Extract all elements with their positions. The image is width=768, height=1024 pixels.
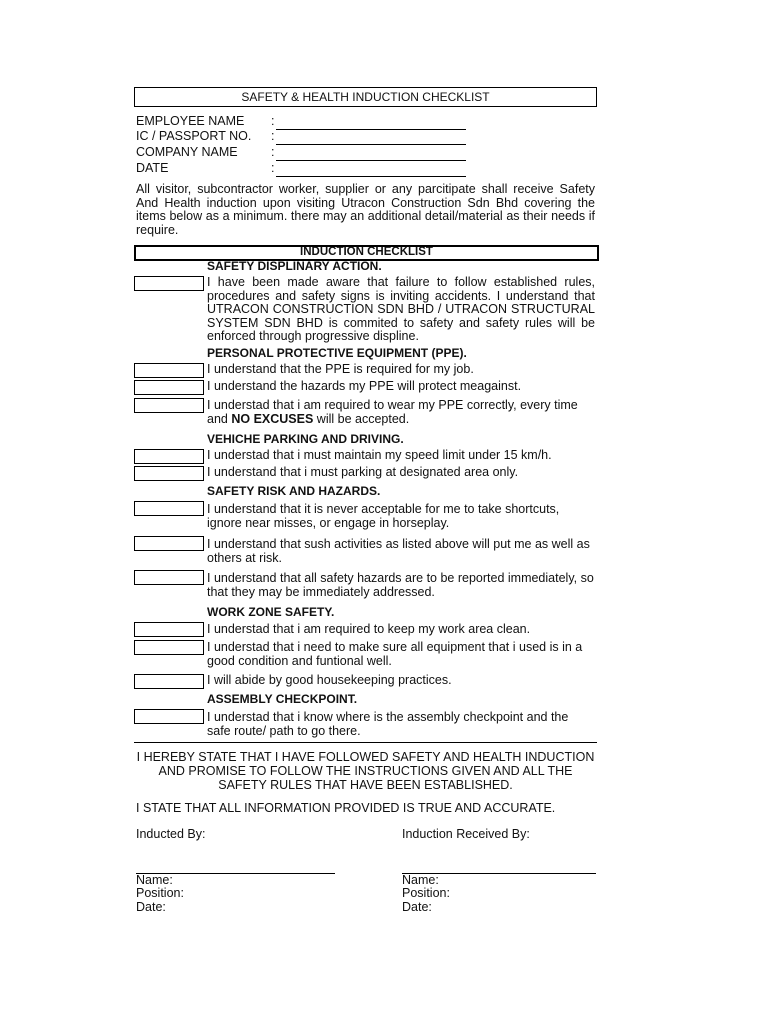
section-title-assembly: ASSEMBLY CHECKPOINT. [207, 692, 358, 706]
section-title-disciplinary: SAFETY DISPLINARY ACTION. [207, 259, 382, 273]
item-work-zone-2: I understad that i need to make sure all equipment that i used is in a good condition and funtional well. [207, 640, 583, 668]
employee-name-field[interactable] [276, 129, 466, 130]
item-assembly-1: I understad that i know where is the assembly checkpoint and the safe route/ path to go there. [207, 710, 569, 738]
item-risk-3: I understand that all safety hazards are to be reported immediately, so that they may be immediately addressed. [207, 571, 594, 599]
checkbox-ppe-3[interactable] [134, 398, 204, 413]
checkbox-disciplinary-1[interactable] [134, 276, 204, 291]
item-ppe-3 [207, 399, 595, 426]
checkbox-risk-3[interactable] [134, 570, 204, 585]
date-field[interactable] [276, 176, 466, 177]
item-ppe-1: I understand that the PPE is required for my job. [207, 362, 474, 376]
section-title-risk: SAFETY RISK AND HAZARDS. [207, 484, 381, 498]
section-title-ppe: PERSONAL PROTECTIVE EQUIPMENT (PPE). [207, 346, 467, 360]
date-colon: : [271, 161, 275, 175]
checkbox-work-zone-1[interactable] [134, 622, 204, 637]
company-name-field[interactable] [276, 160, 466, 161]
received-by-name-label: Name: [402, 873, 439, 887]
item-risk-2: I understand that sush activities as listed above will put me as well as others at risk. [207, 537, 590, 565]
received-by-date-label: Date: [402, 900, 432, 914]
inducted-by-position-label: Position: [136, 886, 184, 900]
company-name-label: COMPANY NAME [136, 145, 238, 159]
item-risk-1: I understand that it is never acceptable for me to take shortcuts, ignore near misses, or engage in horseplay. [207, 502, 560, 530]
checkbox-work-zone-2[interactable] [134, 640, 204, 655]
declaration-text: I HEREBY STATE THAT I HAVE FOLLOWED SAFETY AND HEALTH INDUCTION AND PROMISE TO FOLLOW THE INSTRUCTIONS GIVEN AND ALL THE SAFETY RULES THAT HAVE BEEN ESTABLISHED. [136, 750, 595, 792]
checkbox-ppe-2[interactable] [134, 380, 204, 395]
item-ppe-2: I understand the hazards my PPE will protect meagainst. [207, 379, 522, 393]
item-ppe-3-text-a: I understad that i am required to wear my PPE correctly, every time and [207, 398, 578, 426]
item-work-zone-1: I understad that i am required to keep my work area clean. [207, 622, 531, 636]
accuracy-statement: I STATE THAT ALL INFORMATION PROVIDED IS TRUE AND ACCURATE. [136, 801, 556, 815]
form-title: SAFETY & HEALTH INDUCTION CHECKLIST [134, 87, 597, 107]
checkbox-risk-2[interactable] [134, 536, 204, 551]
item-parking-1: I understad that i must maintain my speed limit under 15 km/h. [207, 448, 552, 462]
inducted-by-label: Inducted By: [136, 827, 206, 841]
ic-passport-field[interactable] [276, 144, 466, 145]
employee-name-label: EMPLOYEE NAME [136, 114, 245, 128]
section-title-parking: VEHICHE PARKING AND DRIVING. [207, 432, 404, 446]
checkbox-ppe-1[interactable] [134, 363, 204, 378]
ic-passport-colon: : [271, 129, 275, 143]
checkbox-parking-1[interactable] [134, 449, 204, 464]
item-parking-2: I understand that i must parking at designated area only. [207, 465, 519, 479]
checklist-header: INDUCTION CHECKLIST [134, 245, 599, 261]
ic-passport-label: IC / PASSPORT NO. [136, 129, 252, 143]
intro-paragraph: All visitor, subcontractor worker, supplier or any parcitipate shall receive Safety And Health induction upon visiting Utracon Construction Sdn Bhd covering the items below as a minimum. there may an additional detail/material as their needs if require. [136, 182, 595, 237]
section-title-work-zone: WORK ZONE SAFETY. [207, 605, 335, 619]
employee-name-colon: : [271, 114, 275, 128]
received-by-position-label: Position: [402, 886, 450, 900]
company-name-colon: : [271, 145, 275, 159]
inducted-by-name-label: Name: [136, 873, 173, 887]
checkbox-work-zone-3[interactable] [134, 674, 204, 689]
inducted-by-date-label: Date: [136, 900, 166, 914]
item-ppe-3-text-b: will be accepted. [313, 411, 410, 426]
section-divider [134, 742, 597, 743]
checkbox-assembly-1[interactable] [134, 709, 204, 724]
date-label: DATE [136, 161, 169, 175]
item-ppe-3-emphasis: NO EXCUSES [231, 411, 314, 426]
item-work-zone-3: I will abide by good housekeeping practices. [207, 673, 452, 687]
checkbox-risk-1[interactable] [134, 501, 204, 516]
checkbox-parking-2[interactable] [134, 466, 204, 481]
induction-received-by-label: Induction Received By: [402, 827, 530, 841]
item-disciplinary-1: I have been made aware that failure to follow established rules, procedures and safety signs is inviting accidents. I understand that UTRACON CONSTRUCTION SDN BHD / UTRACON STRUCTURAL SYSTEM SDN BHD is commited to safety and safety rules will be enforced through progressive displine. [207, 275, 595, 343]
